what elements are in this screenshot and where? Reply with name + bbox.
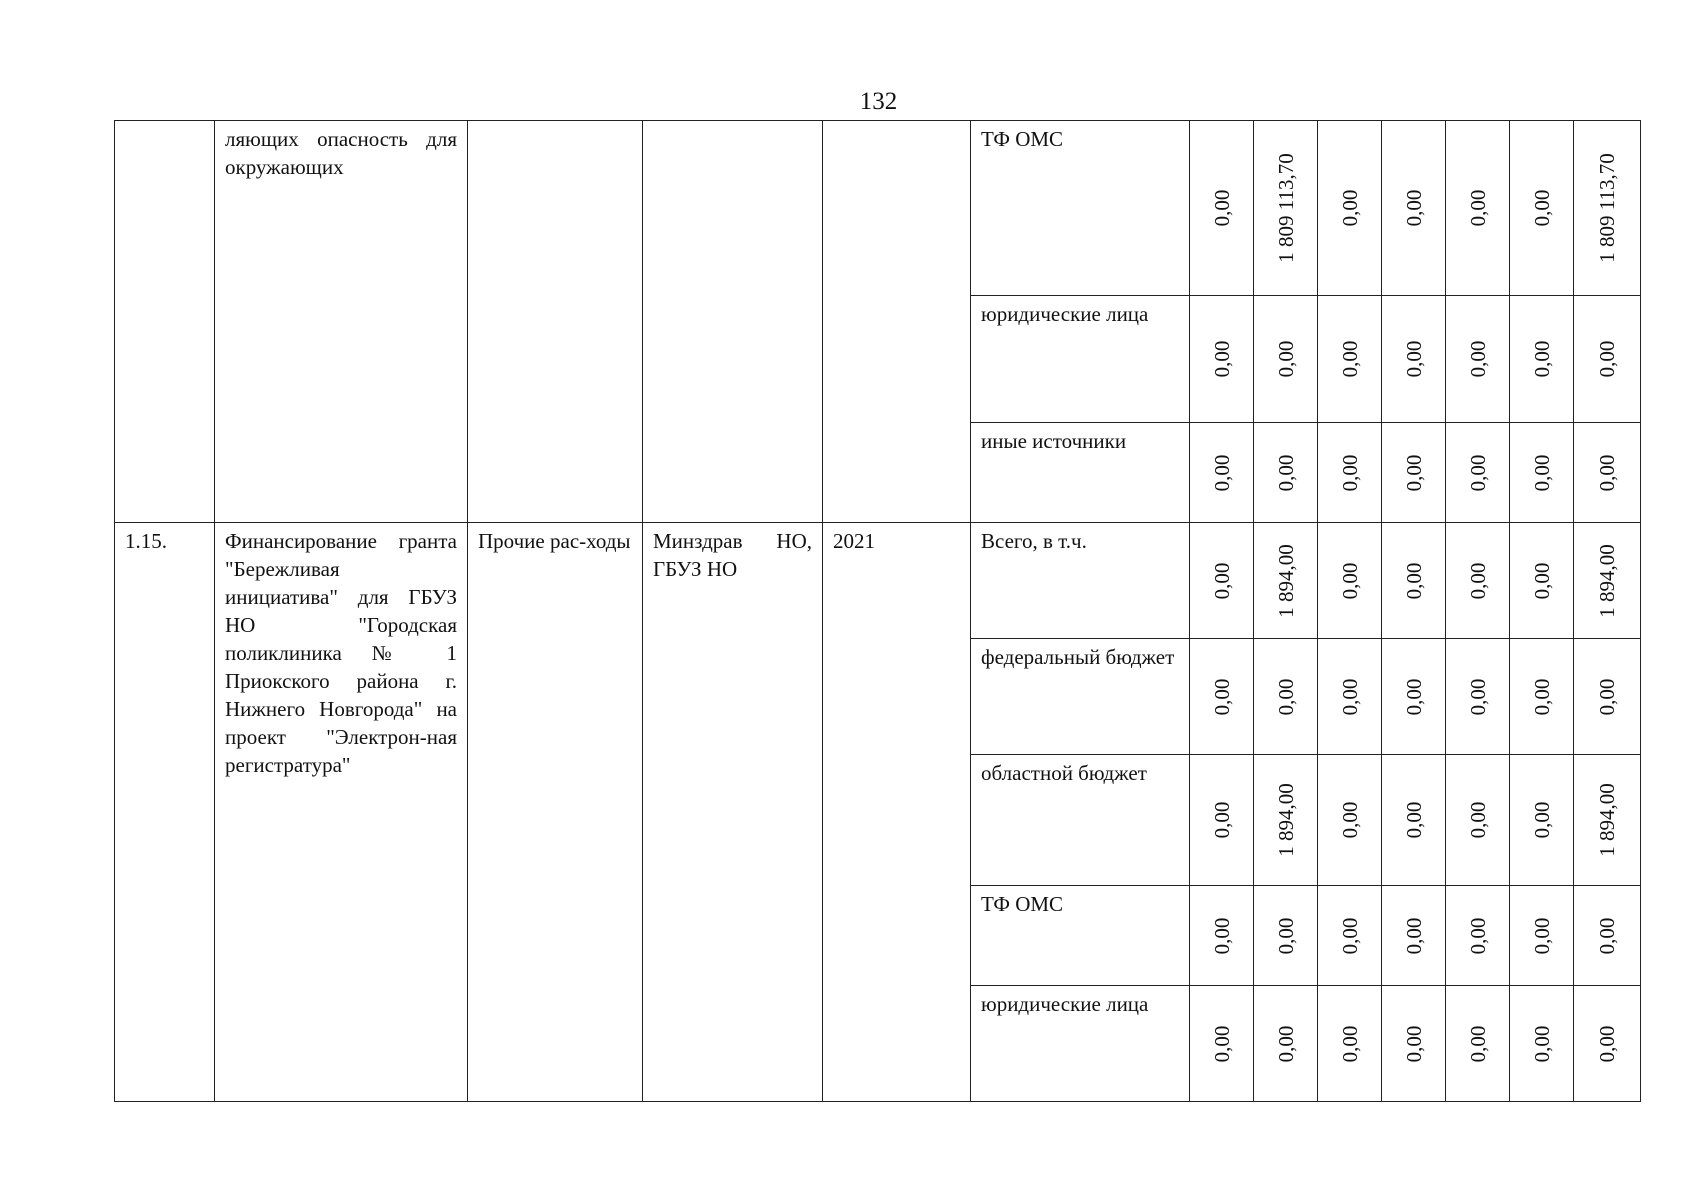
cell-value: 0,00 bbox=[1254, 986, 1318, 1102]
cell-number bbox=[115, 121, 215, 523]
cell-value: 0,00 bbox=[1574, 986, 1641, 1102]
cell-value: 1 809 113,70 bbox=[1574, 121, 1641, 296]
cell-value: 0,00 bbox=[1382, 639, 1446, 755]
cell-value: 0,00 bbox=[1254, 639, 1318, 755]
cell-value: 0,00 bbox=[1510, 986, 1574, 1102]
cell-value: 1 894,00 bbox=[1254, 755, 1318, 886]
financing-table bbox=[114, 120, 1641, 1102]
cell-value: 0,00 bbox=[1382, 523, 1446, 639]
cell-value: 1 894,00 bbox=[1254, 523, 1318, 639]
cell-value: 0,00 bbox=[1190, 423, 1254, 523]
cell-value: 0,00 bbox=[1382, 423, 1446, 523]
cell-source: Всего, в т.ч. bbox=[971, 523, 1190, 639]
cell-category: Прочие рас-ходы bbox=[468, 523, 643, 1102]
cell-source: ТФ ОМС bbox=[971, 886, 1190, 986]
cell-value: 0,00 bbox=[1190, 986, 1254, 1102]
table-row bbox=[115, 121, 1641, 296]
cell-value: 0,00 bbox=[1318, 296, 1382, 423]
cell-value: 0,00 bbox=[1318, 121, 1382, 296]
cell-value: 0,00 bbox=[1510, 121, 1574, 296]
cell-value: 0,00 bbox=[1510, 639, 1574, 755]
cell-value: 0,00 bbox=[1190, 755, 1254, 886]
cell-value: 0,00 bbox=[1446, 986, 1510, 1102]
cell-value: 0,00 bbox=[1318, 523, 1382, 639]
cell-value: 0,00 bbox=[1510, 296, 1574, 423]
cell-value: 0,00 bbox=[1190, 886, 1254, 986]
cell-year bbox=[823, 121, 971, 523]
cell-value: 0,00 bbox=[1382, 755, 1446, 886]
cell-source: юридические лица bbox=[971, 986, 1190, 1102]
cell-name: Финансирование гранта "Бережливая инициатива" для ГБУЗ НО "Городская поликлиника № 1 Приокского района г. Нижнего Новгорода" на проект "Электрон-ная регистратура" bbox=[215, 523, 468, 1102]
cell-value: 0,00 bbox=[1510, 886, 1574, 986]
cell-value: 0,00 bbox=[1446, 886, 1510, 986]
cell-year: 2021 bbox=[823, 523, 971, 1102]
cell-value: 0,00 bbox=[1446, 296, 1510, 423]
cell-value: 0,00 bbox=[1318, 886, 1382, 986]
cell-value: 0,00 bbox=[1382, 296, 1446, 423]
cell-value: 0,00 bbox=[1446, 639, 1510, 755]
cell-value: 0,00 bbox=[1190, 121, 1254, 296]
cell-value: 0,00 bbox=[1382, 121, 1446, 296]
cell-value: 0,00 bbox=[1574, 639, 1641, 755]
cell-source: юридические лица bbox=[971, 296, 1190, 423]
cell-value: 1 809 113,70 bbox=[1254, 121, 1318, 296]
cell-value: 1 894,00 bbox=[1574, 523, 1641, 639]
cell-value: 0,00 bbox=[1190, 639, 1254, 755]
cell-executor: Минздрав НО, ГБУЗ НО bbox=[643, 523, 823, 1102]
cell-value: 0,00 bbox=[1510, 523, 1574, 639]
cell-value: 0,00 bbox=[1510, 423, 1574, 523]
cell-value: 0,00 bbox=[1574, 423, 1641, 523]
cell-value: 0,00 bbox=[1382, 886, 1446, 986]
cell-executor bbox=[643, 121, 823, 523]
cell-source: областной бюджет bbox=[971, 755, 1190, 886]
cell-value: 0,00 bbox=[1446, 423, 1510, 523]
cell-value: 0,00 bbox=[1318, 423, 1382, 523]
page-number: 132 bbox=[859, 88, 898, 115]
cell-value: 0,00 bbox=[1254, 886, 1318, 986]
cell-value: 0,00 bbox=[1318, 986, 1382, 1102]
cell-category bbox=[468, 121, 643, 523]
cell-value: 0,00 bbox=[1446, 121, 1510, 296]
cell-value: 0,00 bbox=[1382, 986, 1446, 1102]
cell-value: 0,00 bbox=[1446, 523, 1510, 639]
cell-source: ТФ ОМС bbox=[971, 121, 1190, 296]
cell-source: федеральный бюджет bbox=[971, 639, 1190, 755]
cell-name: ляющих опасность для окружающих bbox=[215, 121, 468, 523]
cell-value: 0,00 bbox=[1318, 639, 1382, 755]
cell-value: 0,00 bbox=[1510, 755, 1574, 886]
cell-number: 1.15. bbox=[115, 523, 215, 1102]
cell-value: 0,00 bbox=[1190, 296, 1254, 423]
cell-value: 0,00 bbox=[1254, 423, 1318, 523]
cell-value: 0,00 bbox=[1318, 755, 1382, 886]
cell-value: 0,00 bbox=[1574, 296, 1641, 423]
cell-value: 0,00 bbox=[1254, 296, 1318, 423]
table-row bbox=[115, 523, 1641, 639]
cell-value: 0,00 bbox=[1446, 755, 1510, 886]
cell-value: 0,00 bbox=[1190, 523, 1254, 639]
cell-value: 0,00 bbox=[1574, 886, 1641, 986]
cell-value: 1 894,00 bbox=[1574, 755, 1641, 886]
cell-source: иные источники bbox=[971, 423, 1190, 523]
